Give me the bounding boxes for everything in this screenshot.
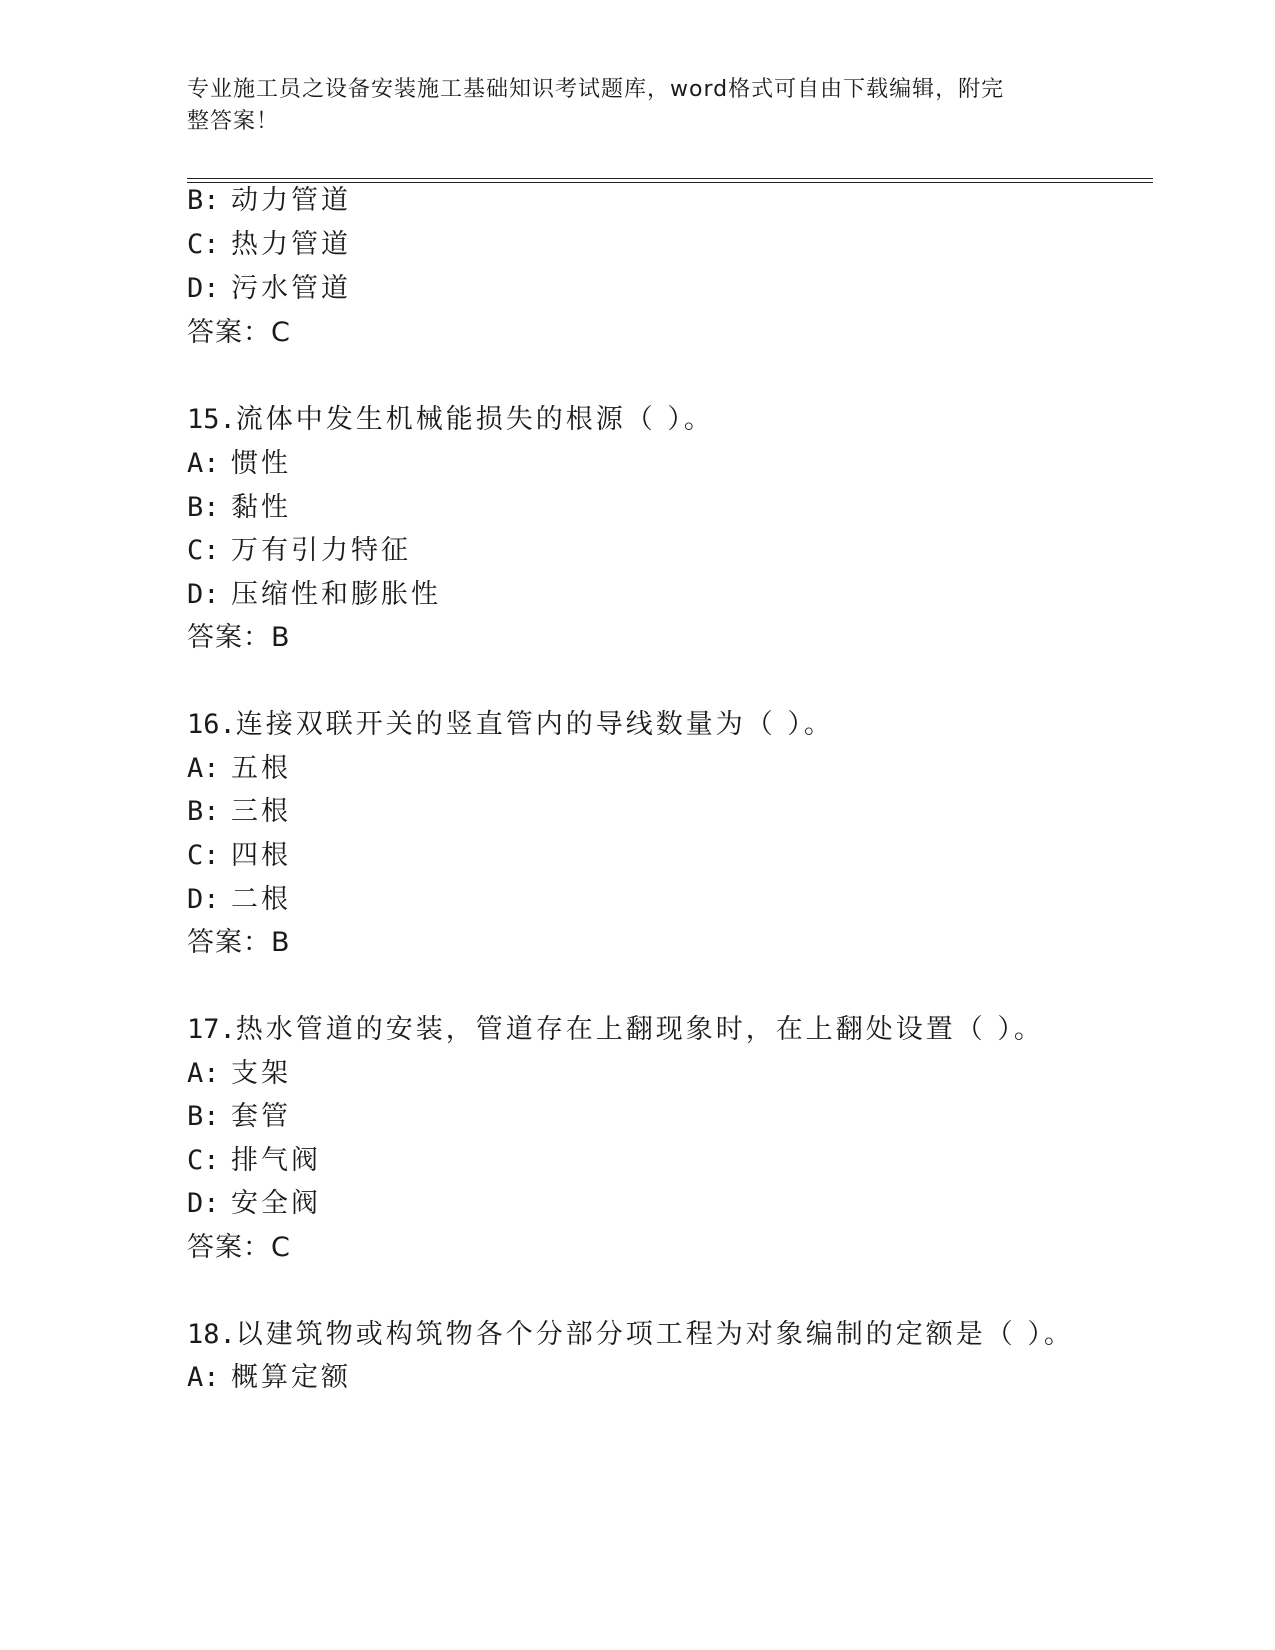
q18-option-a: A: 概算定额 [187, 1362, 351, 1393]
q16-answer: 答案：B [187, 927, 291, 958]
q14-option-b: B: 动力管道 [187, 185, 351, 216]
q16-stem: 16.连接双联开关的竖直管内的导线数量为（ ）。 [187, 709, 834, 740]
q15-option-a: A: 惯性 [187, 448, 291, 479]
q17-option-d: D: 安全阀 [187, 1188, 321, 1219]
q18-stem: 18.以建筑物或构筑物各个分部分项工程为对象编制的定额是（ ）。 [187, 1319, 1074, 1350]
q15-option-c: C: 万有引力特征 [187, 535, 411, 566]
q14-option-d: D: 污水管道 [187, 273, 351, 304]
q16-option-b: B: 三根 [187, 796, 291, 827]
q16-option-a: A: 五根 [187, 753, 291, 784]
q16-option-c: C: 四根 [187, 840, 291, 871]
header-line-1: 专业施工员之设备安装施工基础知识考试题库，word格式可自由下载编辑，附完 [187, 77, 1005, 102]
q16-option-d: D: 二根 [187, 884, 291, 915]
q14-answer: 答案：C [187, 317, 291, 348]
q15-option-b: B: 黏性 [187, 492, 291, 523]
q15-stem: 15.流体中发生机械能损失的根源（ ）。 [187, 404, 714, 435]
document-header [187, 74, 1067, 138]
q14-option-c: C: 热力管道 [187, 229, 351, 260]
q17-answer: 答案：C [187, 1232, 291, 1263]
q17-option-c: C: 排气阀 [187, 1145, 321, 1176]
header-line-2: 整答案！ [187, 109, 280, 134]
q15-option-d: D: 压缩性和膨胀性 [187, 579, 441, 610]
q15-answer: 答案：B [187, 622, 291, 653]
header-divider [187, 178, 1153, 183]
q17-stem: 17.热水管道的安装，管道存在上翻现象时，在上翻处设置（ ）。 [187, 1014, 1044, 1045]
q17-option-b: B: 套管 [187, 1101, 291, 1132]
q17-option-a: A: 支架 [187, 1058, 291, 1089]
